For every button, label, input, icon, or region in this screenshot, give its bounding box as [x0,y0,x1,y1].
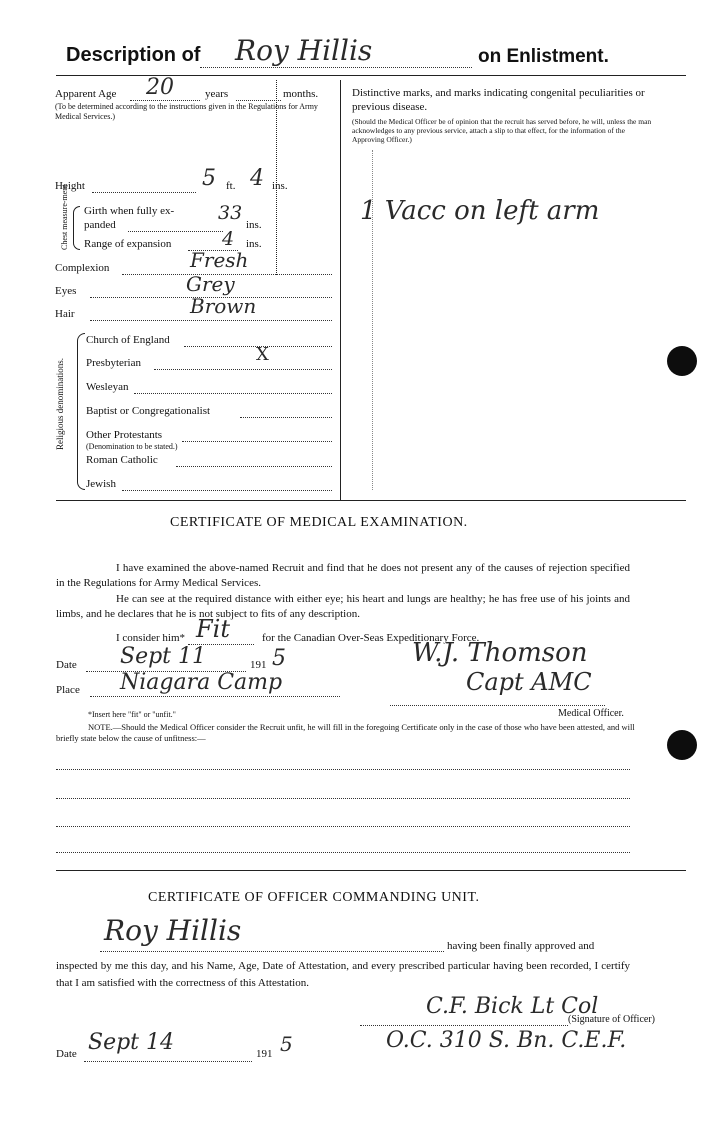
title-name-hand: Roy Hillis [235,34,373,67]
officer-year-digit: 5 [280,1032,293,1056]
officer-date-value: Sept 14 [88,1030,175,1055]
medical-heading: CERTIFICATE OF MEDICAL EXAMINATION. [170,515,468,530]
eyes-label: Eyes [55,285,77,297]
ft-label: ft. [226,180,236,192]
consider-value: Fit [196,615,230,643]
religion-item-2: Presbyterian [86,357,141,369]
religion-item-3: Wesleyan [86,381,129,393]
officer-unit: O.C. 310 S. Bn. C.E.F. [386,1028,627,1053]
medical-officer-signature: W.J. Thomson [412,638,588,668]
marks-dotted-guide [372,150,373,490]
officer-signature-line [360,1025,568,1026]
officer-line1-suffix: having been finally approved and [447,940,595,952]
medical-para-2: He can see at the required distance with either eye; his heart and lungs are healthy; he has free use of his joints and limbs, and he declares that he is not subject to fits of any description. [56,593,630,620]
age-value: 20 [146,75,174,100]
officer-date-line [84,1061,252,1062]
medical-section-rule [56,500,686,501]
height-label: Height [55,180,85,192]
chest-brace [73,206,80,250]
officer-date-label: Date [56,1048,77,1060]
place-line [90,696,340,697]
officer-signature: C.F. Bick Lt Col [426,994,599,1019]
title-prefix: Description of [66,44,201,66]
religion-brace [77,333,85,490]
range-label: Range of expansion [84,238,172,250]
medical-date-value: Sept 11 [120,644,207,669]
religion-item-5: Other Protestants [86,429,163,441]
girth-label-1: Girth when fully ex- [84,205,175,217]
religion-line-3 [134,393,332,394]
punch-hole-top [667,346,697,376]
religion-line-6 [176,466,332,467]
place-value: Niagara Camp [120,670,283,695]
medical-para-1: I have examined the above-named Recruit and find that he does not present any of the causes of rejection specified in the Regulations for Army Medical Services. [56,562,630,589]
marks-note: (Should the Medical Officer be of opinion that the recruit has served before, he will, unless the man acknowledges to any previous service, attach a slip to that effect, for the information of the Approving Officer.) [352,117,652,144]
religion-mark: X [256,344,269,365]
complexion-label: Complexion [55,262,110,274]
girth-value: 33 [218,202,243,224]
medical-officer-rank: Capt AMC [466,668,592,696]
apparent-age-label: Apparent Age [55,88,117,100]
officer-year-prefix: 191 [256,1048,273,1060]
consider-suffix: for the Canadian Over-Seas Expeditionary Force. [262,632,480,644]
religion-line-2 [154,369,332,370]
unfit-reason-line-4 [56,852,630,853]
religion-item-1: Church of England [86,334,170,346]
religion-line-4 [240,417,332,418]
consider-label: I consider him* [116,632,186,644]
range-value: 4 [222,228,235,250]
marks-header: Distinctive marks, and marks indicating congenital peculiarities or previous disease. [352,87,645,113]
unfit-reason-line-3 [56,826,630,827]
insert-note: *Insert here "fit" or "unfit." [88,710,176,719]
medical-officer-line [390,705,605,706]
hair-line [90,320,332,321]
height-line [92,192,196,193]
height-ft-value: 5 [202,166,216,191]
medical-officer-label: Medical Officer. [558,708,624,719]
religion-line-5 [182,441,332,442]
months-label: months. [283,88,319,100]
officer-recruit-name: Roy Hillis [104,914,242,947]
religion-item-5-note: (Denomination to be stated.) [86,442,178,451]
girth-ins: ins. [246,219,262,231]
range-ins: ins. [246,238,262,250]
eyes-value: Grey [186,272,235,296]
column-divider [340,80,341,500]
religion-line-7 [122,490,332,491]
chest-label: Chest measure-ment [60,184,69,250]
place-label: Place [56,684,80,696]
height-in-value: 4 [250,166,264,191]
months-line [236,100,281,101]
officer-name-line [100,951,444,952]
title-suffix: on Enlistment. [478,46,609,67]
punch-hole-bottom [667,730,697,760]
officer-signature-label: (Signature of Officer) [568,1014,656,1025]
officer-para: inspected by me this day, and his Name, Age, Date of Attestation, and every prescribed particular having been recorded, I certify that I am satisfied with the correctness of this Attestation. [56,960,630,989]
religion-item-4: Baptist or Congregationalist [86,405,211,417]
religion-label: Religious denominations. [55,358,65,450]
religion-item-6: Roman Catholic [86,454,158,466]
religion-item-7: Jewish [86,478,116,490]
medical-date-label: Date [56,659,77,671]
age-line [130,100,200,101]
medical-year-digit: 5 [272,646,286,671]
medical-year-prefix: 191 [250,659,267,671]
ins-label: ins. [272,180,288,192]
marks-value-hand: 1 Vacc on left arm [360,196,600,226]
girth-label-2: panded [84,219,116,231]
unfit-reason-line-1 [56,769,630,770]
officer-heading: CERTIFICATE OF OFFICER COMMANDING UNIT. [148,890,480,905]
unfit-note: NOTE.—Should the Medical Officer consider the Recruit unfit, he will fill in the foregoing Certificate only in the case of those who have been attested, and will briefly state below the cause of unfitness:— [56,722,635,743]
hair-value: Brown [190,294,257,318]
complexion-value: Fresh [190,248,249,272]
age-note: (To be determined according to the instructions given in the Regulations for Army Medical Services.) [55,102,318,121]
years-label: years [205,88,229,100]
girth-line [128,231,223,232]
hair-label: Hair [55,308,75,320]
unfit-reason-line-2 [56,798,630,799]
officer-section-rule [56,870,686,871]
title-underline [200,67,472,68]
